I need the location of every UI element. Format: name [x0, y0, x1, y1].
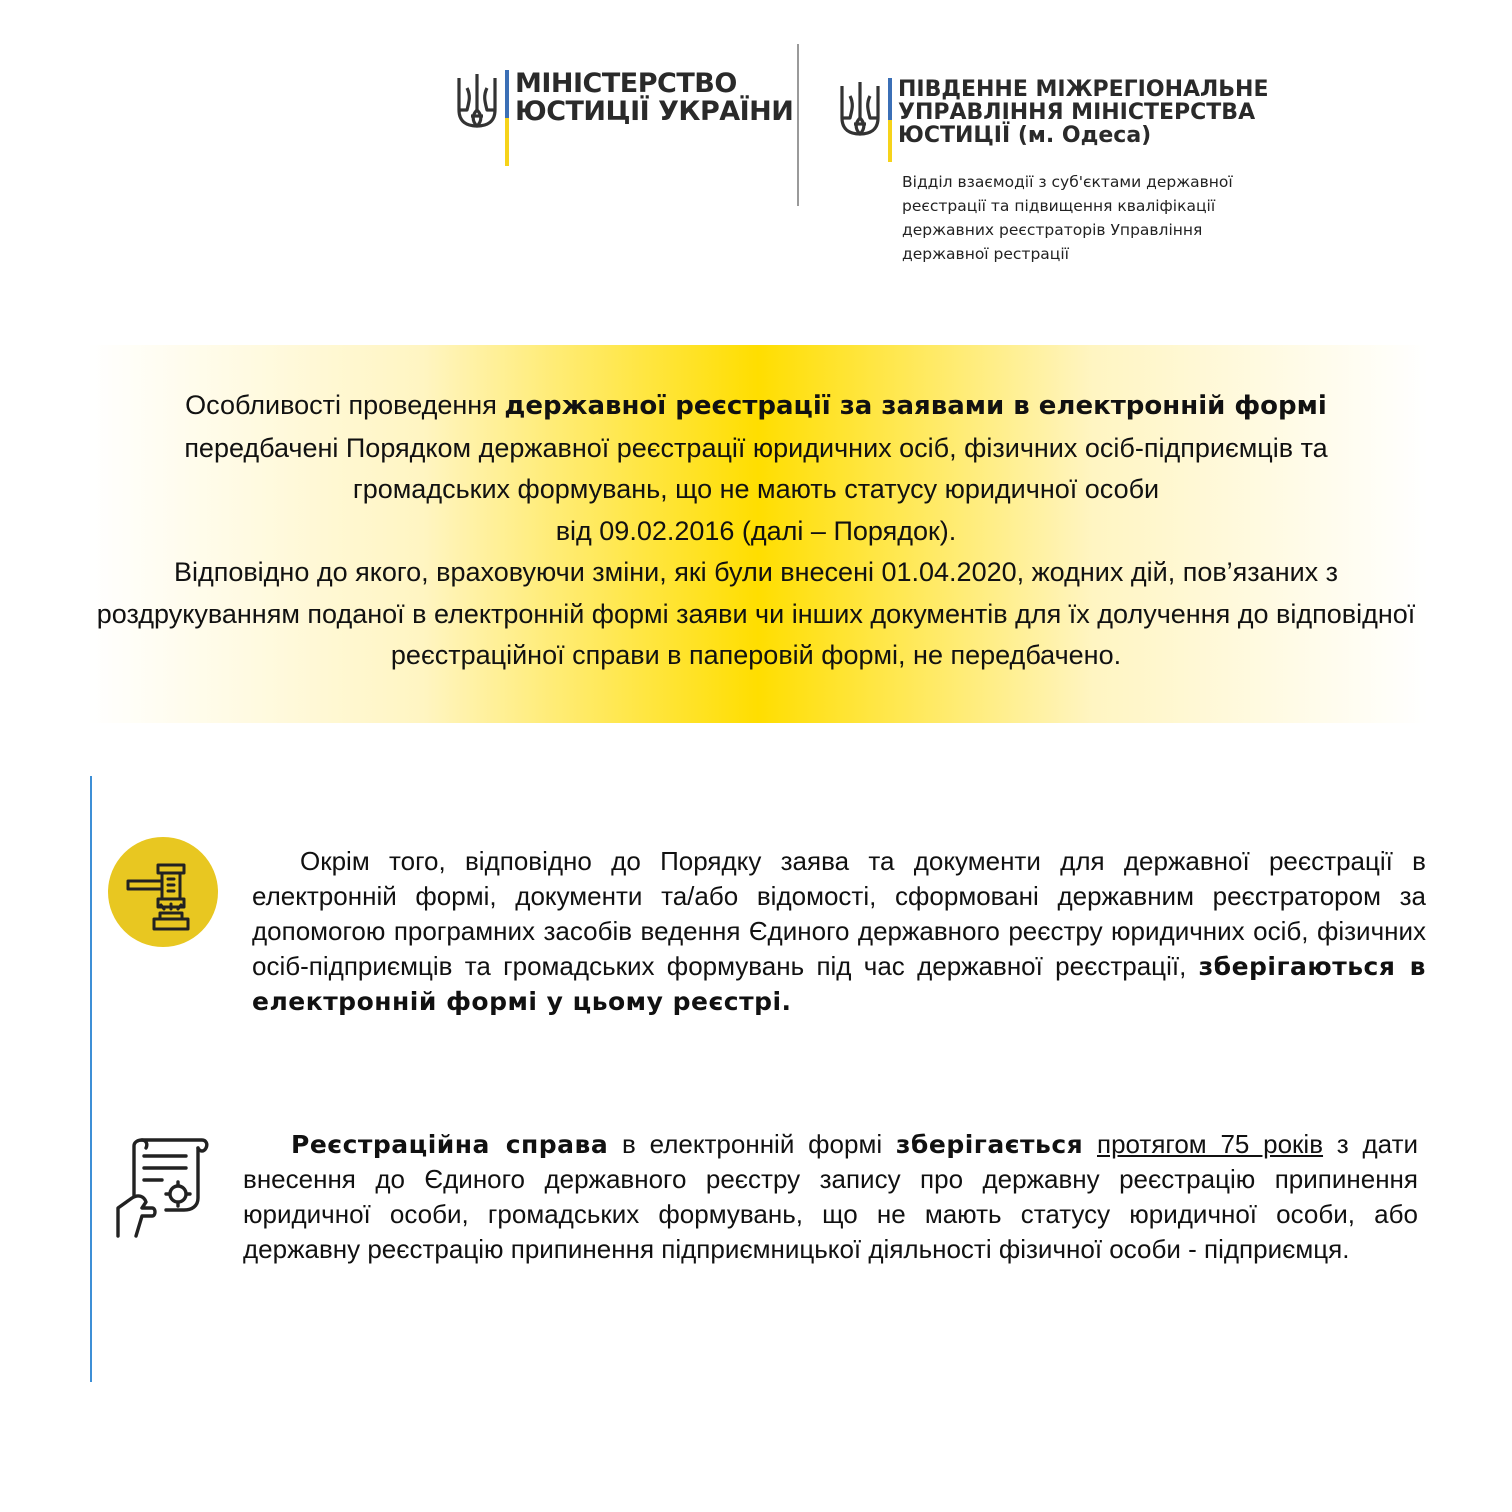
banner-text-date: від 09.02.2016 (далі – Порядок). [555, 515, 957, 546]
regional-office-line1: ПІВДЕННЕ МІЖРЕГІОНАЛЬНЕ [898, 77, 1269, 102]
logo-color-bar [505, 70, 509, 166]
department-line3: державних реєстраторів Управління [902, 221, 1203, 239]
regional-office-line2: УПРАВЛІННЯ МІНІСТЕРСТВА [898, 100, 1256, 126]
retention-paragraph-rest: з дати внесення до Єдиного державного реєстру запису про державну реєстрацію припинення юридичної особи, громадських формувань, що не мають статусу юридичної особи, або державну реєстрацію припинення підприємницької діяльності фізичної особи - підприємця. [243, 1129, 1418, 1264]
storage-paragraph [252, 844, 1426, 1019]
regional-office-line3: ЮСТИЦІЇ (м. Одеса) [898, 123, 1152, 149]
banner-text [0, 385, 1512, 677]
document-certificate-icon [112, 1136, 210, 1240]
regional-office-name [898, 78, 1269, 147]
banner-text-body: передбачені Порядком державної реєстрації юридичних осіб, фізичних осіб-підприємців та громадських формувань, що не мають статусу юридичної особи [184, 432, 1328, 504]
retention-paragraph-space [1083, 1129, 1097, 1159]
retention-paragraph-text: в електронній формі [608, 1129, 896, 1159]
department-name [902, 170, 1282, 266]
section-side-line [90, 776, 92, 1382]
ministry-name-line2: ЮСТИЦІЇ УКРАЇНИ [515, 96, 794, 128]
banner-text-amendment: Відповідно до якого, враховуючи зміни, які були внесені 01.04.2020, жодних дій, пов’язаних з роздрукуванням поданої в електронній формі заяви чи інших документів для їх долучення до відповідної реєстраційної справи в паперовій формі, не передбачено. [96, 557, 1416, 670]
trident-icon [838, 78, 882, 142]
retention-paragraph-bold-subject: Реєстраційна справа [291, 1130, 609, 1159]
ministry-logo [455, 70, 793, 166]
gavel-icon-circle [108, 837, 218, 947]
logo-color-bar [888, 78, 892, 162]
storage-paragraph-text: Окрім того, відповідно до Порядку заява та документи для державної реєстрації в електронній формі, документи та/або відомості, сформовані державним реєстратором за допомогою програмних засобів ведення Єдиного державного реєстру юридичних осіб, фізичних осіб-підприємців та громадських формувань під час державної реєстрації, [252, 846, 1426, 981]
regional-office-logo [838, 78, 1269, 162]
department-line4: державної рестрації [902, 245, 1069, 263]
retention-paragraph [243, 1127, 1418, 1267]
department-line1: Відділ взаємодії з суб'єктами державної [902, 173, 1233, 191]
retention-period: протягом 75 років [1097, 1129, 1324, 1159]
department-line2: реєстрації та підвищення кваліфікації [902, 197, 1216, 215]
ministry-name [515, 70, 793, 127]
gavel-icon [108, 837, 218, 947]
trident-icon [455, 70, 499, 134]
retention-paragraph-bold-verb: зберігається [895, 1130, 1084, 1159]
header-divider [797, 44, 799, 206]
ministry-name-line1: МІНІСТЕРСТВО [515, 68, 737, 99]
banner-text-bold: державної реєстрації за заявами в електронній формі [504, 391, 1327, 421]
storage-paragraph-bold: зберігаються в електронній формі у цьому реєстрі. [252, 952, 1426, 1016]
banner-text-intro: Особливості проведення [185, 390, 505, 420]
